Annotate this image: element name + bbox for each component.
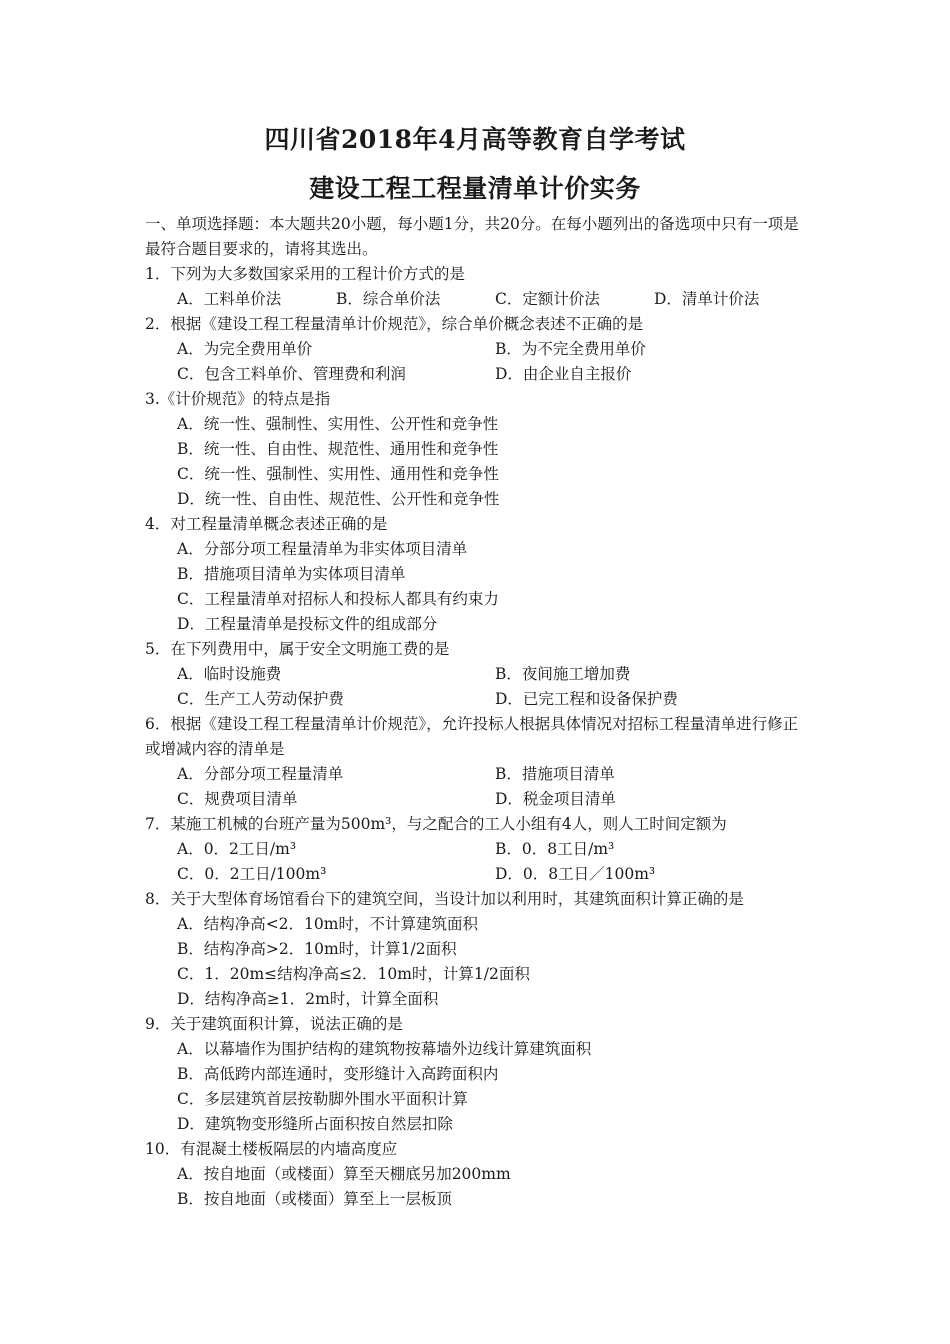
question-stem: 2．根据《建设工程工程量清单计价规范》，综合单价概念表述不正确的是 <box>145 315 644 333</box>
option: C．包含工料单价、管理费和利润 <box>177 365 406 383</box>
section-instructions: 一、单项选择题：本大题共20小题，每小题1分，共20分。在每小题列出的备选项中只有一项是最符合题目要求的，请将其选出。 <box>145 215 799 258</box>
option: B．按自地面（或楼面）算至上一层板顶 <box>177 1190 452 1208</box>
option: D．税金项目清单 <box>495 790 616 808</box>
option: D．已完工程和设备保护费 <box>495 690 678 708</box>
option-row <box>145 337 813 362</box>
question-section <box>145 212 813 1212</box>
option: B．为不完全费用单价 <box>495 340 646 358</box>
option: A．临时设施费 <box>177 665 282 683</box>
question-stem: 10．有混凝土楼板隔层的内墙高度应 <box>145 1140 398 1158</box>
option: A．统一性、强制性、实用性、公开性和竞争性 <box>177 415 499 433</box>
option: A．为完全费用单价 <box>177 340 313 358</box>
option-row <box>145 762 813 787</box>
option: A．以幕墙作为围护结构的建筑物按幕墙外边线计算建筑面积 <box>177 1040 592 1058</box>
option: D．0．8工日／100m³ <box>495 865 656 883</box>
option: A．0．2工日/m³ <box>177 840 297 858</box>
option: B．高低跨内部连通时，变形缝计入高跨面积内 <box>177 1065 499 1083</box>
option: D．工程量清单是投标文件的组成部分 <box>177 615 438 633</box>
question-stem: 3.《计价规范》的特点是指 <box>145 390 331 408</box>
option-row <box>145 687 813 712</box>
option: D．清单计价法 <box>654 290 760 308</box>
option-row <box>145 662 813 687</box>
option: B．统一性、自由性、规范性、通用性和竞争性 <box>177 440 499 458</box>
question-stem: 4．对工程量清单概念表述正确的是 <box>145 515 388 533</box>
option: D．统一性、自由性、规范性、公开性和竞争性 <box>177 490 500 508</box>
question-stem: 6．根据《建设工程工程量清单计价规范》，允许投标人根据具体情况对招标工程量清单进行修正或增减内容的清单是 <box>145 715 799 758</box>
option: D．建筑物变形缝所占面积按自然层扣除 <box>177 1115 453 1133</box>
option: C．0．2工日/100m³ <box>177 865 327 883</box>
question-stem: 1．下列为大多数国家采用的工程计价方式的是 <box>145 265 465 283</box>
option: A．分部分项工程量清单 <box>177 765 344 783</box>
option: C．生产工人劳动保护费 <box>177 690 344 708</box>
question-stem: 5．在下列费用中，属于安全文明施工费的是 <box>145 640 450 658</box>
option: A．分部分项工程量清单为非实体项目清单 <box>177 540 468 558</box>
option-row <box>145 787 813 812</box>
option-row <box>145 862 813 887</box>
option: A．工料单价法 <box>177 290 282 308</box>
option: B．措施项目清单为实体项目清单 <box>177 565 406 583</box>
option: D．由企业自主报价 <box>495 365 632 383</box>
option: A．结构净高<2．10m时，不计算建筑面积 <box>177 915 478 933</box>
course-title: 建设工程工程量清单计价实务 <box>309 174 641 203</box>
option-row <box>145 287 813 312</box>
option: B．0．8工日/m³ <box>495 840 615 858</box>
question-stem: 7．某施工机械的台班产量为500m³，与之配合的工人小组有4人，则人工时间定额为 <box>145 815 727 833</box>
option: C．规费项目清单 <box>177 790 298 808</box>
option: A．按自地面（或楼面）算至天棚底另加200mm <box>177 1165 511 1183</box>
option: B．结构净高>2．10m时，计算1/2面积 <box>177 940 457 958</box>
option: C．统一性、强制性、实用性、通用性和竞争性 <box>177 465 499 483</box>
option: C．多层建筑首层按勒脚外围水平面积计算 <box>177 1090 468 1108</box>
option: D．结构净高≥1．2m时，计算全面积 <box>177 990 439 1008</box>
option: B．综合单价法 <box>336 290 441 308</box>
option: C．工程量清单对招标人和投标人都具有约束力 <box>177 590 499 608</box>
question-stem: 8．关于大型体育场馆看台下的建筑空间，当设计加以利用时，其建筑面积计算正确的是 <box>145 890 744 908</box>
option: B．夜间施工增加费 <box>495 665 631 683</box>
option: B．措施项目清单 <box>495 765 615 783</box>
question-stem: 9．关于建筑面积计算，说法正确的是 <box>145 1015 403 1033</box>
option-row <box>145 362 813 387</box>
option: C．1．20m≤结构净高≤2．10m时，计算1/2面积 <box>177 965 530 983</box>
exam-title: 四川省2018年4月高等教育自学考试 <box>264 125 686 154</box>
option-row <box>145 837 813 862</box>
option: C．定额计价法 <box>495 290 600 308</box>
